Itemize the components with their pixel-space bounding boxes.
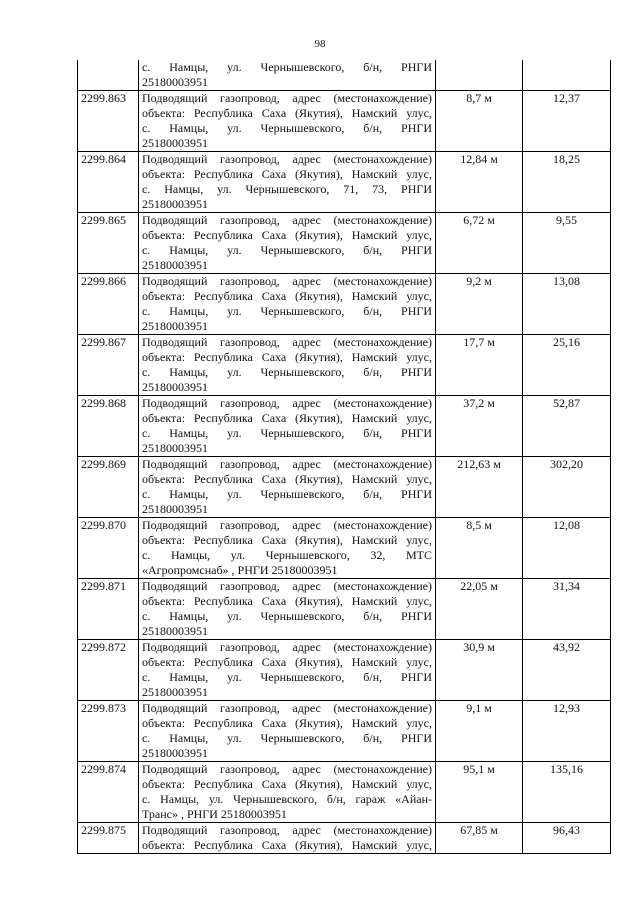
cell-length: 30,9 м [436, 640, 523, 701]
description-line: 25180003951 [142, 319, 208, 333]
cell-description [139, 335, 436, 396]
cell-length: 37,2 м [436, 396, 523, 457]
description-line: 25180003951 [142, 685, 208, 699]
cell-description [139, 518, 436, 579]
cell-number: 2299.865 [78, 213, 139, 274]
description-line: с. Намцы, ул. Чернышевского, б/н, РНГИ [142, 426, 432, 440]
description-line: Подводящий газопровод, адрес (местонахождение) [142, 91, 432, 105]
registry-body [78, 60, 611, 854]
gas-pipeline-registry-table [77, 60, 611, 854]
cell-description [139, 579, 436, 640]
cell-number: 2299.871 [78, 579, 139, 640]
table-row [78, 91, 611, 152]
description-line: объекта: Республика Саха (Якутия), Намский улус, [142, 106, 432, 120]
description-line: объекта: Республика Саха (Якутия), Намский улус, [142, 777, 432, 791]
description-line: Подводящий газопровод, адрес (местонахождение) [142, 457, 432, 471]
description-line: объекта: Республика Саха (Якутия), Намский улус, [142, 655, 432, 669]
table-row [78, 457, 611, 518]
cell-value: 135,16 [523, 762, 611, 823]
cell-value: 31,34 [523, 579, 611, 640]
description-line: с. Намцы, ул. Чернышевского, б/н, РНГИ [142, 670, 432, 684]
cell-length: 12,84 м [436, 152, 523, 213]
cell-number [78, 60, 139, 91]
description-line: объекта: Республика Саха (Якутия), Намский улус, [142, 838, 432, 852]
description-line: 25180003951 [142, 197, 208, 211]
cell-length: 22,05 м [436, 579, 523, 640]
cell-description [139, 823, 436, 854]
cell-value: 12,93 [523, 701, 611, 762]
description-line: Подводящий газопровод, адрес (местонахождение) [142, 213, 432, 227]
table-row [78, 396, 611, 457]
cell-value: 25,16 [523, 335, 611, 396]
table-row [78, 518, 611, 579]
description-line: объекта: Республика Саха (Якутия), Намский улус, [142, 289, 432, 303]
cell-description [139, 640, 436, 701]
table-row [78, 213, 611, 274]
description-line: 25180003951 [142, 258, 208, 272]
cell-length: 8,7 м [436, 91, 523, 152]
description-line: 25180003951 [142, 502, 208, 516]
description-line: с. Намцы, ул. Чернышевского, б/н, РНГИ [142, 243, 432, 257]
cell-number: 2299.873 [78, 701, 139, 762]
cell-length [436, 60, 523, 91]
cell-length: 6,72 м [436, 213, 523, 274]
cell-length: 8,5 м [436, 518, 523, 579]
cell-length: 212,63 м [436, 457, 523, 518]
table-row-continuation [78, 60, 611, 91]
description-line: Подводящий газопровод, адрес (местонахождение) [142, 518, 432, 532]
cell-number: 2299.870 [78, 518, 139, 579]
table-row [78, 762, 611, 823]
description-line: с. Намцы, ул. Чернышевского, б/н, РНГИ [142, 121, 432, 135]
cell-value: 18,25 [523, 152, 611, 213]
cell-value: 12,08 [523, 518, 611, 579]
description-line: объекта: Республика Саха (Якутия), Намский улус, [142, 167, 432, 181]
cell-length: 9,2 м [436, 274, 523, 335]
cell-description [139, 274, 436, 335]
cell-description [139, 60, 436, 91]
table-row [78, 152, 611, 213]
description-line: объекта: Республика Саха (Якутия), Намский улус, [142, 594, 432, 608]
description-line: Подводящий газопровод, адрес (местонахождение) [142, 823, 432, 837]
description-line: с. Намцы, ул. Чернышевского, б/н, РНГИ [142, 304, 432, 318]
description-line: объекта: Республика Саха (Якутия), Намский улус, [142, 716, 432, 730]
cell-description [139, 701, 436, 762]
description-line: объекта: Республика Саха (Якутия), Намский улус, [142, 228, 432, 242]
description-line: Подводящий газопровод, адрес (местонахождение) [142, 701, 432, 715]
cell-description [139, 396, 436, 457]
description-line: Подводящий газопровод, адрес (местонахождение) [142, 579, 432, 593]
description-line: Подводящий газопровод, адрес (местонахождение) [142, 640, 432, 654]
cell-value: 302,20 [523, 457, 611, 518]
description-line: 25180003951 [142, 441, 208, 455]
description-line: 25180003951 [142, 624, 208, 638]
cell-value: 43,92 [523, 640, 611, 701]
cell-description [139, 152, 436, 213]
cell-number: 2299.869 [78, 457, 139, 518]
description-line: Подводящий газопровод, адрес (местонахождение) [142, 396, 432, 410]
table-row [78, 701, 611, 762]
cell-description [139, 91, 436, 152]
description-line: объекта: Республика Саха (Якутия), Намский улус, [142, 350, 432, 364]
description-line: с. Намцы, ул. Чернышевского, 32, МТС [142, 548, 432, 562]
description-line: с. Намцы, ул. Чернышевского, б/н, РНГИ [142, 365, 432, 379]
cell-description [139, 762, 436, 823]
cell-length: 17,7 м [436, 335, 523, 396]
table-row [78, 335, 611, 396]
description-line: «Агропромснаб» , РНГИ 25180003951 [142, 563, 338, 577]
cell-value: 96,43 [523, 823, 611, 854]
table-row [78, 274, 611, 335]
description-line: 25180003951 [142, 75, 208, 89]
description-line: объекта: Республика Саха (Якутия), Намский улус, [142, 411, 432, 425]
description-line: Подводящий газопровод, адрес (местонахождение) [142, 152, 432, 166]
description-line: объекта: Республика Саха (Якутия), Намский улус, [142, 472, 432, 486]
description-line: Подводящий газопровод, адрес (местонахождение) [142, 274, 432, 288]
cell-description [139, 457, 436, 518]
table-row [78, 823, 611, 854]
cell-value [523, 60, 611, 91]
description-line: с. Намцы, ул. Чернышевского, б/н, РНГИ [142, 609, 432, 623]
cell-number: 2299.867 [78, 335, 139, 396]
description-line: Транс» , РНГИ 25180003951 [142, 807, 287, 821]
cell-number: 2299.874 [78, 762, 139, 823]
cell-number: 2299.868 [78, 396, 139, 457]
cell-length: 95,1 м [436, 762, 523, 823]
description-line: с. Намцы, ул. Чернышевского, б/н, гараж «Айан- [142, 792, 432, 806]
description-line: 25180003951 [142, 380, 208, 394]
cell-number: 2299.864 [78, 152, 139, 213]
cell-number: 2299.875 [78, 823, 139, 854]
cell-number: 2299.863 [78, 91, 139, 152]
description-line: с. Намцы, ул. Чернышевского, б/н, РНГИ [142, 731, 432, 745]
table-row [78, 640, 611, 701]
cell-description [139, 213, 436, 274]
page-number: 98 [314, 38, 326, 50]
description-line: Подводящий газопровод, адрес (местонахождение) [142, 762, 432, 776]
cell-number: 2299.866 [78, 274, 139, 335]
table-row [78, 579, 611, 640]
cell-length: 67,85 м [436, 823, 523, 854]
description-line: с. Намцы, ул. Чернышевского, 71, 73, РНГИ [142, 182, 432, 196]
cell-number: 2299.872 [78, 640, 139, 701]
description-line: с. Намцы, ул. Чернышевского, б/н, РНГИ [142, 60, 432, 74]
description-line: объекта: Республика Саха (Якутия), Намский улус, [142, 533, 432, 547]
cell-value: 13,08 [523, 274, 611, 335]
description-line: 25180003951 [142, 746, 208, 760]
description-line: 25180003951 [142, 136, 208, 150]
description-line: Подводящий газопровод, адрес (местонахождение) [142, 335, 432, 349]
cell-value: 12,37 [523, 91, 611, 152]
cell-length: 9,1 м [436, 701, 523, 762]
description-line: с. Намцы, ул. Чернышевского, б/н, РНГИ [142, 487, 432, 501]
cell-value: 52,87 [523, 396, 611, 457]
cell-value: 9,55 [523, 213, 611, 274]
